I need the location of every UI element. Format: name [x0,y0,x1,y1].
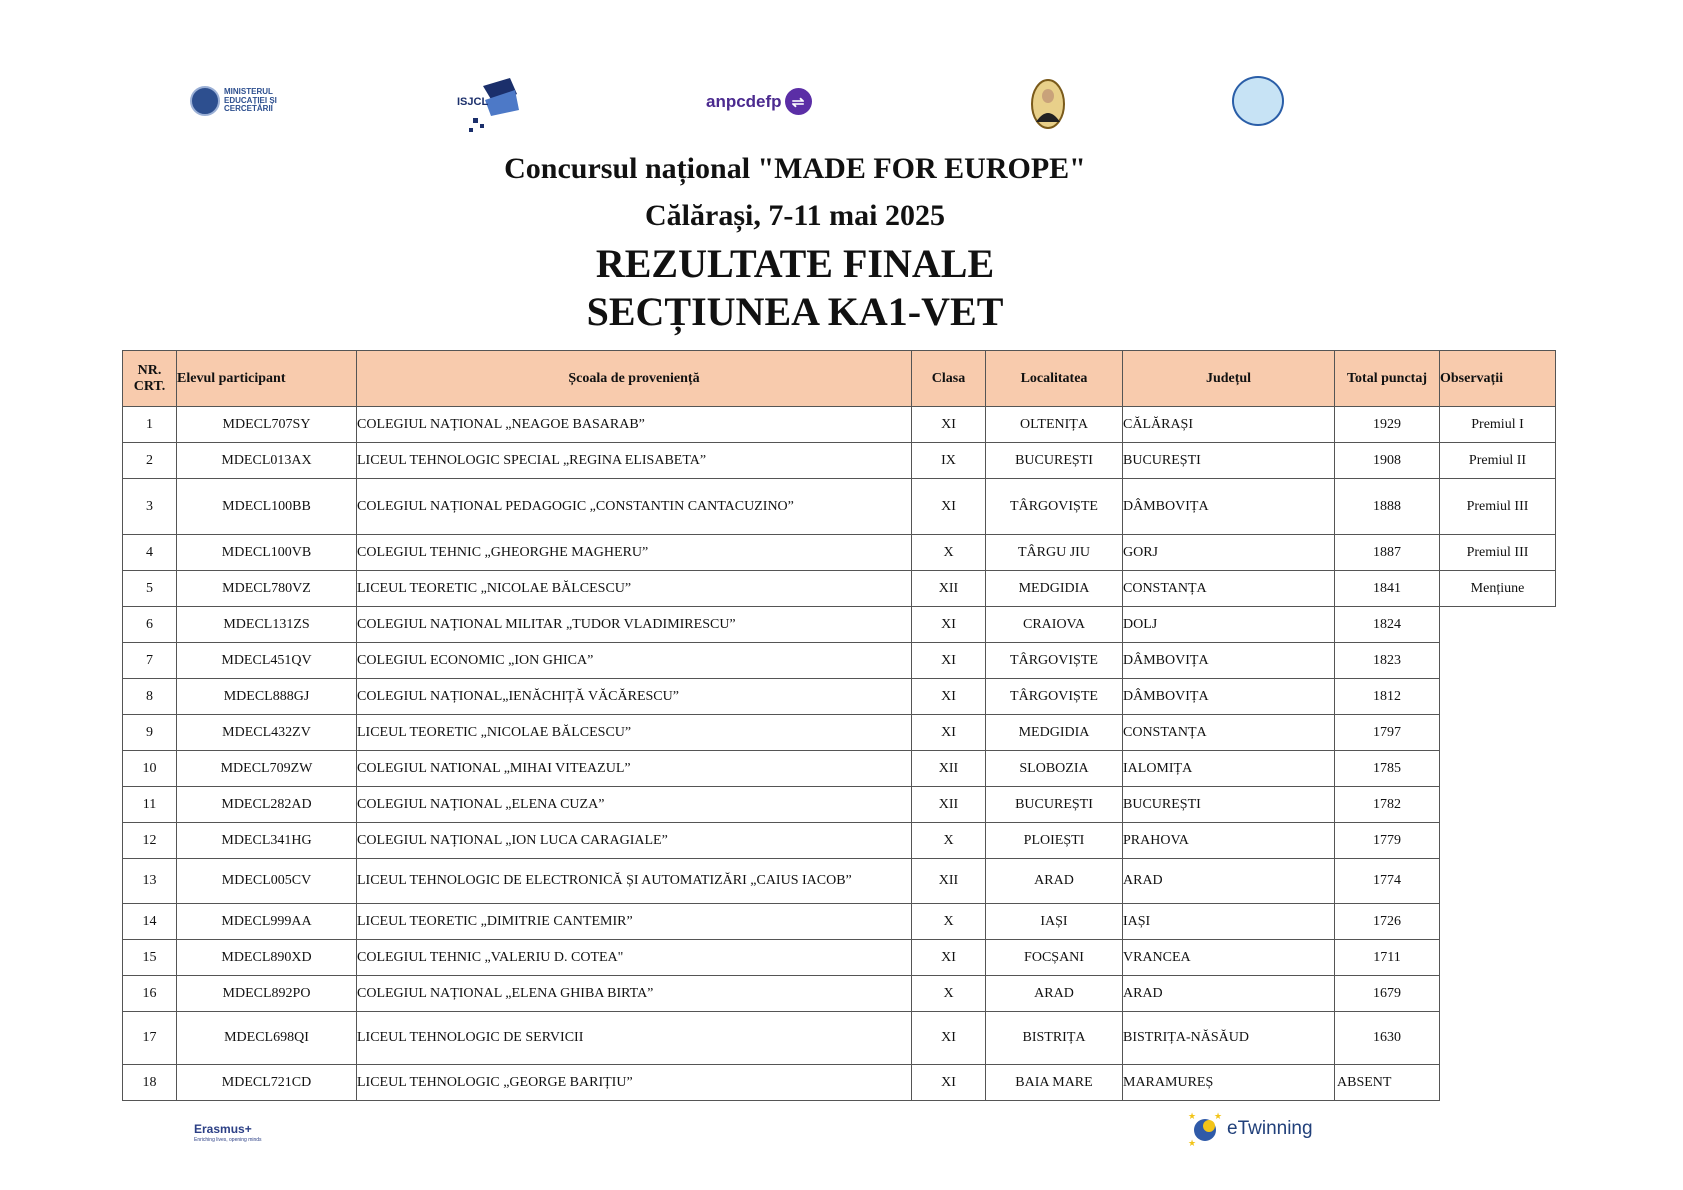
col-header-school: Școala de proveniență [357,351,912,407]
city-name: ARAD [986,859,1123,904]
school-name: LICEUL TEORETIC „DIMITRIE CANTEMIR” [357,904,912,940]
contest-place-date: Călărași, 7-11 mai 2025 [645,199,945,232]
observation [1440,940,1556,976]
observation [1440,904,1556,940]
school-name: LICEUL TEHNOLOGIC SPECIAL „REGINA ELISABETA” [357,443,912,479]
class-level: XI [912,607,986,643]
county-name: CONSTANȚA [1123,571,1335,607]
class-level: XI [912,1012,986,1065]
county-name: GORJ [1123,535,1335,571]
observation [1440,643,1556,679]
school-name: COLEGIUL NATIONAL „MIHAI VITEAZUL” [357,751,912,787]
row-number: 17 [123,1012,177,1065]
school-name: LICEUL TEHNOLOGIC DE ELECTRONICĂ ȘI AUTOMATIZĂRI „CAIUS IACOB” [357,859,912,904]
city-name: IAȘI [986,904,1123,940]
school-name: COLEGIUL NAȚIONAL „ION LUCA CARAGIALE” [357,823,912,859]
erasmus-tagline: Enriching lives, opening minds [194,1137,262,1143]
anpcdefp-arrow-icon: ⇌ [785,88,812,115]
isj-logo-text: ISJCL [457,96,489,108]
county-name: IALOMIȚA [1123,751,1335,787]
table-row [123,1012,1556,1065]
school-name: LICEUL TEHNOLOGIC DE SERVICII [357,1012,912,1065]
student-code: MDECL282AD [177,787,357,823]
school-emblem-logo [1232,76,1284,126]
county-name: ARAD [1123,859,1335,904]
table-row [123,571,1556,607]
row-number: 12 [123,823,177,859]
row-number: 18 [123,1065,177,1101]
total-score: 1711 [1335,940,1440,976]
observation [1440,976,1556,1012]
total-score: 1841 [1335,571,1440,607]
student-code: MDECL131ZS [177,607,357,643]
saint-portrait-logo [1030,78,1066,130]
etwinning-logo [1186,1110,1313,1148]
student-code: MDECL432ZV [177,715,357,751]
city-name: TÂRGOVIȘTE [986,643,1123,679]
student-code: MDECL888GJ [177,679,357,715]
county-name: PRAHOVA [1123,823,1335,859]
student-code: MDECL451QV [177,643,357,679]
ministry-seal-icon [190,86,220,116]
contest-title: Concursul național "MADE FOR EUROPE" [504,152,1086,185]
school-name: COLEGIUL NAȚIONAL „ELENA CUZA” [357,787,912,823]
col-header-student: Elevul participant [177,351,357,407]
total-score: 1812 [1335,679,1440,715]
total-score: 1774 [1335,859,1440,904]
total-score: 1797 [1335,715,1440,751]
table-row [123,823,1556,859]
student-code: MDECL721CD [177,1065,357,1101]
student-code: MDECL707SY [177,407,357,443]
svg-text:★: ★ [1214,1111,1223,1121]
student-code: MDECL100VB [177,535,357,571]
row-number: 6 [123,607,177,643]
student-code: MDECL999AA [177,904,357,940]
row-number: 13 [123,859,177,904]
row-number: 8 [123,679,177,715]
class-level: X [912,535,986,571]
county-name: BISTRIȚA-NĂSĂUD [1123,1012,1335,1065]
row-number: 15 [123,940,177,976]
results-table [122,350,1556,1101]
county-name: DÂMBOVIȚA [1123,479,1335,535]
table-row [123,679,1556,715]
student-code: MDECL892PO [177,976,357,1012]
col-header-city: Localitatea [986,351,1123,407]
table-row [123,976,1556,1012]
school-name: COLEGIUL NAȚIONAL „NEAGOE BASARAB” [357,407,912,443]
class-level: XII [912,859,986,904]
student-code: MDECL100BB [177,479,357,535]
school-name: COLEGIUL TEHNIC „VALERIU D. COTEA" [357,940,912,976]
table-row [123,535,1556,571]
total-score: 1823 [1335,643,1440,679]
ministry-logo-text: MINISTERUL EDUCAȚIEI ȘI CERCETĂRII [224,87,277,114]
county-name: DOLJ [1123,607,1335,643]
student-code: MDECL890XD [177,940,357,976]
county-name: IAȘI [1123,904,1335,940]
total-score: 1785 [1335,751,1440,787]
city-name: BISTRIȚA [986,1012,1123,1065]
total-score: ABSENT [1335,1065,1440,1101]
table-row [123,904,1556,940]
city-name: TÂRGOVIȘTE [986,479,1123,535]
county-name: MARAMUREȘ [1123,1065,1335,1101]
city-name: CRAIOVA [986,607,1123,643]
school-name: LICEUL TEHNOLOGIC „GEORGE BARIȚIU” [357,1065,912,1101]
col-header-score: Total punctaj [1335,351,1440,407]
table-row [123,1065,1556,1101]
county-name: CONSTANȚA [1123,715,1335,751]
observation [1440,679,1556,715]
class-level: X [912,823,986,859]
city-name: MEDGIDIA [986,715,1123,751]
observation [1440,859,1556,904]
student-code: MDECL005CV [177,859,357,904]
county-name: DÂMBOVIȚA [1123,679,1335,715]
city-name: BAIA MARE [986,1065,1123,1101]
county-name: DÂMBOVIȚA [1123,643,1335,679]
observation [1440,787,1556,823]
school-name: LICEUL TEORETIC „NICOLAE BĂLCESCU” [357,571,912,607]
student-code: MDECL709ZW [177,751,357,787]
col-header-class: Clasa [912,351,986,407]
student-code: MDECL698QI [177,1012,357,1065]
school-name: COLEGIUL NAȚIONAL MILITAR „TUDOR VLADIMIRESCU” [357,607,912,643]
row-number: 5 [123,571,177,607]
observation [1440,1065,1556,1101]
total-score: 1679 [1335,976,1440,1012]
city-name: TÂRGU JIU [986,535,1123,571]
class-level: XI [912,679,986,715]
observation: Premiul III [1440,479,1556,535]
class-level: XI [912,940,986,976]
observation [1440,751,1556,787]
etwinning-stars-icon [1186,1110,1224,1148]
total-score: 1908 [1335,443,1440,479]
student-code: MDECL780VZ [177,571,357,607]
total-score: 1887 [1335,535,1440,571]
total-score: 1929 [1335,407,1440,443]
city-name: OLTENIȚA [986,407,1123,443]
city-name: SLOBOZIA [986,751,1123,787]
class-level: XI [912,407,986,443]
col-header-county: Județul [1123,351,1335,407]
section-title: SECȚIUNEA KA1-VET [586,289,1004,334]
school-name: COLEGIUL ECONOMIC „ION GHICA” [357,643,912,679]
total-score: 1779 [1335,823,1440,859]
anpcdefp-logo-text: anpcdefp [706,91,782,111]
class-level: X [912,976,986,1012]
observation [1440,715,1556,751]
class-level: XI [912,643,986,679]
row-number: 16 [123,976,177,1012]
total-score: 1782 [1335,787,1440,823]
row-number: 4 [123,535,177,571]
total-score: 1888 [1335,479,1440,535]
county-name: VRANCEA [1123,940,1335,976]
observation: Premiul III [1440,535,1556,571]
col-header-nr: NR. CRT. [123,351,177,407]
results-title: REZULTATE FINALE [595,241,995,286]
isj-logo [455,76,525,136]
city-name: BUCUREȘTI [986,443,1123,479]
school-name: COLEGIUL NAȚIONAL „ELENA GHIBA BIRTA” [357,976,912,1012]
table-header-row [123,351,1556,407]
city-name: PLOIEȘTI [986,823,1123,859]
county-name: ARAD [1123,976,1335,1012]
table-row [123,859,1556,904]
city-name: TÂRGOVIȘTE [986,679,1123,715]
total-score: 1726 [1335,904,1440,940]
observation: Premiul I [1440,407,1556,443]
observation [1440,823,1556,859]
row-number: 2 [123,443,177,479]
total-score: 1824 [1335,607,1440,643]
observation [1440,1012,1556,1065]
class-level: XII [912,787,986,823]
table-row [123,751,1556,787]
class-level: XI [912,715,986,751]
school-name: COLEGIUL NAȚIONAL PEDAGOGIC „CONSTANTIN CANTACUZINO” [357,479,912,535]
table-row [123,607,1556,643]
student-code: MDECL013AX [177,443,357,479]
row-number: 14 [123,904,177,940]
class-level: X [912,904,986,940]
results-table-body [123,407,1556,1101]
table-row [123,787,1556,823]
row-number: 3 [123,479,177,535]
erasmus-logo-text: Erasmus+ [194,1122,252,1136]
table-row [123,940,1556,976]
observation [1440,607,1556,643]
class-level: XII [912,751,986,787]
anpcdefp-logo [706,88,812,115]
county-name: BUCUREȘTI [1123,443,1335,479]
total-score: 1630 [1335,1012,1440,1065]
student-code: MDECL341HG [177,823,357,859]
table-row [123,443,1556,479]
class-level: XII [912,571,986,607]
class-level: XI [912,1065,986,1101]
col-header-notes: Observații [1440,351,1556,407]
erasmus-logo [194,1122,262,1143]
county-name: CĂLĂRAȘI [1123,407,1335,443]
ministry-logo [190,86,284,116]
row-number: 9 [123,715,177,751]
county-name: BUCUREȘTI [1123,787,1335,823]
svg-text:★: ★ [1188,1111,1197,1121]
city-name: ARAD [986,976,1123,1012]
observation: Mențiune [1440,571,1556,607]
school-name: LICEUL TEORETIC „NICOLAE BĂLCESCU” [357,715,912,751]
table-row [123,643,1556,679]
table-row [123,407,1556,443]
row-number: 1 [123,407,177,443]
city-name: MEDGIDIA [986,571,1123,607]
class-level: XI [912,479,986,535]
table-row [123,715,1556,751]
class-level: IX [912,443,986,479]
city-name: BUCUREȘTI [986,787,1123,823]
school-name: COLEGIUL TEHNIC „GHEORGHE MAGHERU” [357,535,912,571]
row-number: 10 [123,751,177,787]
table-row [123,479,1556,535]
observation: Premiul II [1440,443,1556,479]
city-name: FOCȘANI [986,940,1123,976]
etwinning-logo-text: eTwinning [1227,1118,1313,1139]
school-name: COLEGIUL NAȚIONAL„IENĂCHIȚĂ VĂCĂRESCU” [357,679,912,715]
row-number: 7 [123,643,177,679]
row-number: 11 [123,787,177,823]
svg-text:★: ★ [1188,1138,1197,1148]
